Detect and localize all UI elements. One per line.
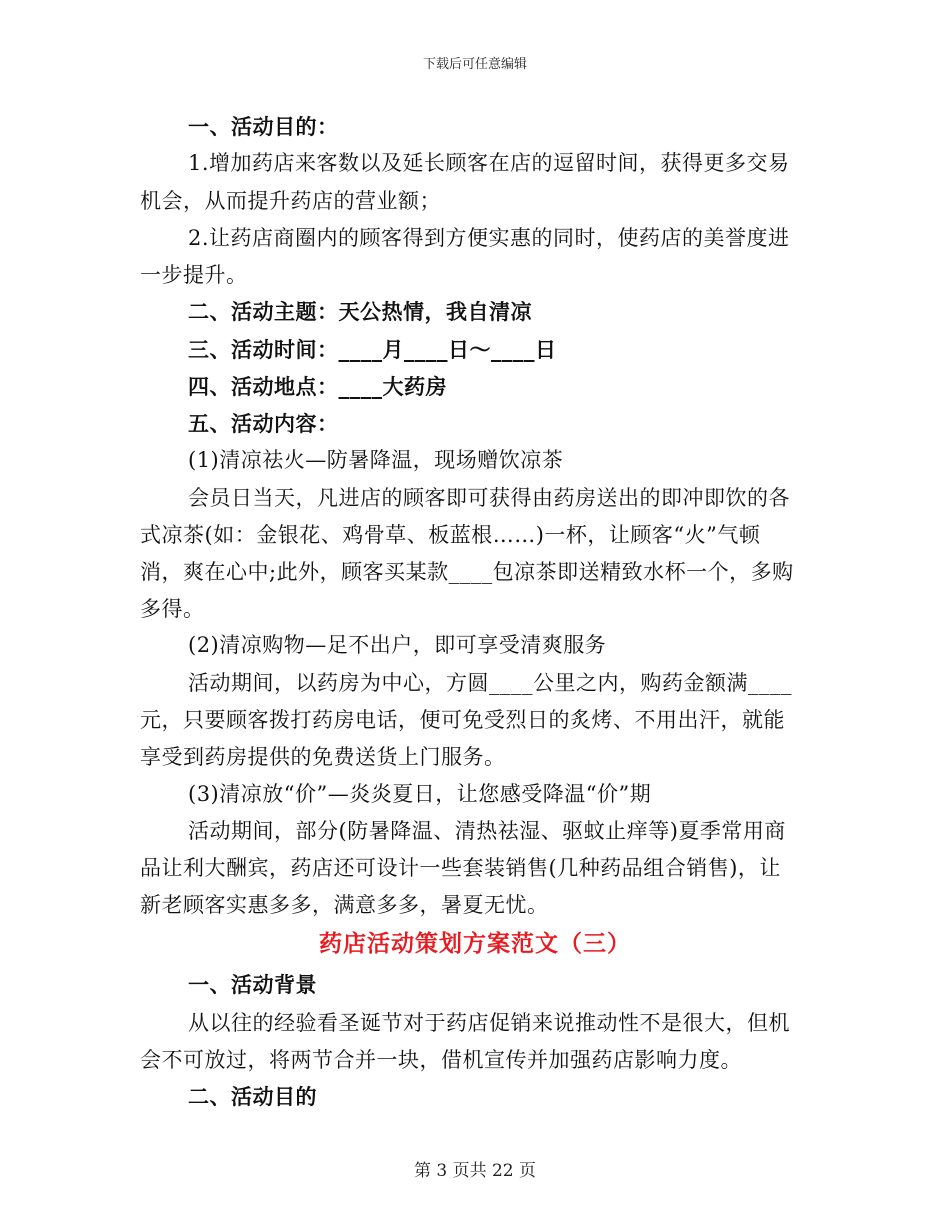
paragraph-line: 活动期间，部分(防暑降温、清热祛湿、驱蚊止痒等)夏季常用商 (188, 819, 786, 843)
section-heading: 二、活动目的 (188, 1084, 317, 1109)
paragraph-line: 新老顾客实惠多多，满意多多，暑夏无忧。 (140, 893, 549, 917)
paragraph-line: 式凉茶(如：金银花、鸡骨草、板蓝根……)一杯，让顾客“火”气顿 (140, 523, 761, 547)
paragraph-line: 消，爽在心中;此外，顾客买某款____包凉茶即送精致水杯一个，多购 (140, 560, 794, 584)
page-header: 下载后可任意编辑 (422, 57, 527, 72)
subsection-heading: (1)清凉祛火—防暑降温，现场赠饮凉茶 (188, 448, 564, 472)
section-heading: 四、活动地点：____大药房 (188, 374, 447, 399)
subsection-heading: (3)清凉放“价”—炎炎夏日，让您感受降温“价”期 (188, 782, 652, 806)
paragraph-line: 机会，从而提升药店的营业额； (140, 189, 441, 213)
paragraph-line: 1.增加药店来客数以及延长顾客在店的逗留时间，获得更多交易 (188, 151, 790, 175)
paragraph-line: 会不可放过，将两节合并一块，借机宣传并加强药店影响力度。 (140, 1048, 742, 1072)
section-heading: 一、活动背景 (188, 972, 317, 997)
section-heading: 一、活动目的： (188, 114, 339, 139)
paragraph-line: 会员日当天，凡进店的顾客即可获得由药房送出的即冲即饮的各 (188, 486, 790, 510)
paragraph-line: 品让利大酬宾，药店还可设计一些套装销售(几种药品组合销售)，让 (140, 856, 781, 880)
paragraph-line: 享受到药房提供的免费送货上门服务。 (140, 745, 506, 769)
paragraph-line: 从以往的经验看圣诞节对于药店促销来说推动性不是很大，但机 (188, 1011, 790, 1035)
paragraph-line: 2.让药店商圈内的顾客得到方便实惠的同时，使药店的美誉度进 (188, 226, 790, 250)
paragraph-line: 多得。 (140, 597, 205, 621)
paragraph-line: 活动期间，以药房为中心，方圆____公里之内，购药金额满____ (188, 671, 792, 695)
paragraph-line: 元，只要顾客拨打药房电话，便可免受烈日的炙烤、不用出汗，就能 (140, 708, 785, 732)
section-heading: 五、活动内容： (188, 411, 339, 436)
section-heading: 三、活动时间：____月____日～____日 (188, 337, 557, 362)
paragraph-line: 一步提升。 (140, 263, 248, 287)
section-heading: 二、活动主题：天公热情，我自清凉 (188, 299, 532, 324)
subsection-heading: (2)清凉购物—足不出户，即可享受清爽服务 (188, 633, 607, 657)
document-title: 药店活动策划方案范文（三） (319, 930, 631, 957)
page-footer: 第 3 页共 22 页 (413, 1161, 537, 1181)
